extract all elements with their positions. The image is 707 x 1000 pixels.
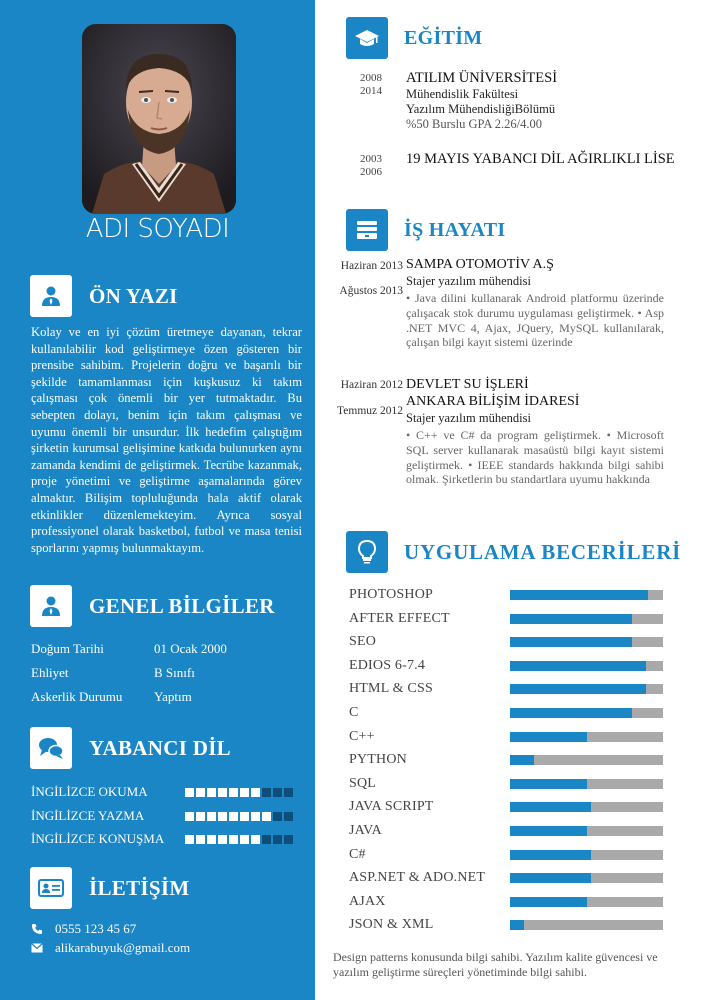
skill-row: [349, 774, 664, 794]
level-square: [240, 835, 249, 844]
contact-card-icon: [30, 867, 72, 909]
skill-bar-fill: [510, 590, 648, 600]
skill-bar-fill: [510, 755, 534, 765]
school-name: 19 MAYIS YABANCI DİL AĞIRLIKLI LİSE: [406, 151, 675, 167]
info-value: 01 Ocak 2000: [154, 641, 227, 656]
info-key: Ehliyet: [31, 665, 69, 680]
job-end-date: Temmuz 2012: [337, 405, 403, 417]
job-description: • Java dilini kullanarak Android platformu üzerinde çalışacak stok durumu uygulaması geliştirmek. • Asp .NET MVC 4, Ajax, JQuery, MySQL kullanılarak, çalışan bilgi kayıt sistemi üzerinde: [406, 291, 664, 350]
level-square: [196, 812, 205, 821]
skill-bar-fill: [510, 873, 591, 883]
language-level: [185, 812, 293, 821]
skill-bar: [510, 755, 663, 765]
job-start-date: Haziran 2013: [340, 260, 403, 272]
education-years: [356, 72, 386, 98]
company-name-line2: ANKARA BİLİŞİM İDARESİ: [406, 394, 580, 409]
skill-bar-fill: [510, 897, 587, 907]
skills-title: UYGULAMA BECERİLERİ: [404, 539, 682, 564]
skill-bar-fill: [510, 637, 632, 647]
level-square: [229, 835, 238, 844]
level-square: [262, 812, 271, 821]
year-end: 2006: [360, 166, 382, 178]
education-years: [356, 153, 386, 179]
skill-name: ASP.NET & ADO.NET: [349, 870, 486, 886]
level-square: [251, 788, 260, 797]
skill-row: [349, 609, 664, 629]
skill-name: C++: [349, 728, 375, 744]
skill-bar: [510, 708, 663, 718]
level-square: [218, 835, 227, 844]
skill-bar: [510, 637, 663, 647]
skill-name: PYTHON: [349, 752, 407, 768]
language-label: İNGİLİZCE YAZMA: [31, 808, 145, 823]
level-square: [284, 812, 293, 821]
skill-row: [349, 845, 664, 865]
person-icon: [30, 275, 72, 317]
skill-name: JAVA: [349, 823, 382, 838]
person-name: ADI SOYADI: [85, 214, 230, 244]
info-key: Askerlik Durumu: [31, 689, 123, 704]
year-start: 2003: [360, 153, 382, 165]
info-row: [31, 641, 227, 657]
skill-bar-fill: [510, 779, 587, 789]
intro-section-header: [30, 275, 178, 317]
person-icon: [30, 585, 72, 627]
info-key: Doğum Tarihi: [31, 641, 104, 656]
school-name: ATILIM ÜNİVERSİTESİ: [406, 70, 558, 86]
skill-row: [349, 727, 664, 747]
skill-bar-fill: [510, 708, 632, 718]
skill-name: AFTER EFFECT: [349, 610, 450, 626]
skills-section-header: [346, 531, 681, 573]
skill-bar-fill: [510, 850, 591, 860]
level-square: [207, 835, 216, 844]
skill-name: AJAX: [349, 893, 386, 909]
faculty: Mühendislik Fakültesi: [406, 87, 519, 101]
skill-row: [349, 821, 664, 841]
skill-name: HTML & CSS: [349, 681, 433, 697]
level-square: [262, 835, 271, 844]
skill-name: SQL: [349, 775, 377, 791]
skill-bar-fill: [510, 661, 646, 671]
level-square: [218, 812, 227, 821]
year-end: 2014: [360, 85, 382, 97]
info-row: [31, 665, 195, 681]
skill-name: JSON & XML: [349, 917, 434, 933]
info-value: Yaptım: [154, 689, 192, 704]
job-description: • C++ ve C# da program geliştirmek. • Microsoft SQL server kullanarak masaüstü bilgi kayıt sistemi geliştirmek. • IEEE standards hakkında bilgi sahibi olmak. Şirketlerin bu standartlara uyumu hakkında: [406, 428, 664, 487]
level-square: [185, 788, 194, 797]
skill-name: C#: [349, 846, 366, 862]
education-section-header: [346, 17, 482, 59]
envelope-icon: [31, 943, 55, 953]
job-item: [406, 256, 664, 365]
intro-text: Kolay ve en iyi çözüm üretmeye dayanan, tekrar kullanılabilir kod geliştirmeye özen gösteren bir prensibe sahibim. Projelerin doğru ve başarılı bir şekilde tamamlanması için kuşkusuz ki takım çalışması çok önemli bir yer tutmaktadır. Bu sebepten dolayı, benim için takım çalışması ve uyumu önemli bir unsurdur. İlk hedefim çalıştığım şirketin kurumsal gelişimine katkıda bulunurken aynı zamanda kendimi de geliştirmek. Tecrübe kazanmak, proje yönetimi ve geliştirme aşamalarında görev almaktır. Bilişim topluluğunda hala aktif olarak etkinlikler düzenlemekteyim. Ayrıca sosyal professiyonel olarak basketbol, futbol ve masa tenisi sporlarını yapmış bulunmaktayım.: [31, 325, 302, 555]
skill-row: [349, 750, 664, 770]
briefcase-stack-icon: [346, 209, 388, 251]
skill-bar: [510, 732, 663, 742]
level-square: [273, 835, 282, 844]
skill-name: JAVA SCRIPT: [349, 799, 434, 815]
level-square: [273, 788, 282, 797]
skill-bar: [510, 661, 663, 671]
phone-icon: [31, 923, 55, 935]
lightbulb-icon: [346, 531, 388, 573]
language-label: İNGİLİZCE KONUŞMA: [31, 831, 165, 846]
skill-row: [349, 632, 664, 652]
languages-section-header: [30, 727, 231, 769]
level-square: [207, 812, 216, 821]
skill-bar-fill: [510, 826, 587, 836]
level-square: [284, 835, 293, 844]
skill-row: [349, 868, 664, 888]
skill-name: SEO: [349, 634, 377, 650]
skill-bar: [510, 897, 663, 907]
skill-bar-fill: [510, 684, 646, 694]
skill-bar: [510, 590, 663, 600]
job-role: Stajer yazılım mühendisi: [406, 411, 531, 425]
info-value: B Sınıfı: [154, 665, 195, 680]
contact-phone[interactable]: [31, 921, 136, 937]
level-square: [251, 812, 260, 821]
company-name: SAMPA OTOMOTİV A.Ş: [406, 257, 554, 272]
job-role: Stajer yazılım mühendisi: [406, 274, 531, 288]
skill-bar: [510, 614, 663, 624]
skills-note: Design patterns konusunda bilgi sahibi. Yazılım kalite güvencesi ve yazılım geliştirme süreçleri yönetiminde bilgi sahibi.: [333, 950, 658, 979]
skill-bar: [510, 826, 663, 836]
level-square: [240, 788, 249, 797]
email-address: alikarabuyuk@gmail.com: [55, 940, 191, 955]
level-square: [262, 788, 271, 797]
skill-bar-fill: [510, 802, 591, 812]
skill-name: C: [349, 705, 359, 720]
level-square: [185, 812, 194, 821]
skill-row: [349, 703, 664, 723]
profile-photo: [82, 24, 236, 214]
phone-number: 0555 123 45 67: [55, 921, 137, 936]
skill-bar: [510, 684, 663, 694]
language-level: [185, 788, 293, 797]
skill-bar-fill: [510, 614, 632, 624]
graduation-cap-icon: [346, 17, 388, 59]
level-square: [196, 788, 205, 797]
left-sidebar: [0, 0, 315, 1000]
level-square: [229, 788, 238, 797]
skill-row: [349, 585, 664, 605]
job-start-date: Haziran 2012: [340, 379, 403, 391]
skill-row: [349, 915, 664, 935]
level-square: [229, 812, 238, 821]
work-title: İŞ HAYATI: [404, 218, 506, 241]
level-square: [284, 788, 293, 797]
contact-section-header: [30, 867, 189, 909]
language-row: [31, 808, 311, 824]
skill-row: [349, 797, 664, 817]
contact-email[interactable]: [31, 940, 190, 956]
language-row: [31, 784, 311, 800]
language-label: İNGİLİZCE OKUMA: [31, 784, 148, 799]
skill-bar: [510, 873, 663, 883]
skill-row: [349, 892, 664, 912]
level-square: [251, 835, 260, 844]
level-square: [218, 788, 227, 797]
level-square: [196, 835, 205, 844]
level-square: [185, 835, 194, 844]
gpa: %50 Burslu GPA 2.26/4.00: [406, 117, 543, 131]
company-name: DEVLET SU İŞLERİ: [406, 377, 529, 392]
level-square: [240, 812, 249, 821]
general-title: GENEL BİLGİLER: [89, 593, 275, 618]
year-start: 2008: [360, 72, 382, 84]
intro-title: ÖN YAZI: [89, 283, 178, 308]
info-row: [31, 689, 192, 705]
skill-bar: [510, 802, 663, 812]
skill-row: [349, 656, 664, 676]
job-item: [406, 376, 664, 502]
language-row: [31, 831, 311, 847]
skill-bar: [510, 850, 663, 860]
skill-bar: [510, 779, 663, 789]
chat-bubbles-icon: [30, 727, 72, 769]
education-item: [406, 70, 698, 132]
skill-name: PHOTOSHOP: [349, 587, 434, 602]
language-level: [185, 835, 293, 844]
education-title: EĞİTİM: [404, 26, 483, 49]
contact-title: İLETİŞİM: [89, 875, 190, 900]
job-end-date: Ağustos 2013: [339, 285, 403, 297]
skill-bar: [510, 920, 663, 930]
skill-bar-fill: [510, 732, 587, 742]
level-square: [207, 788, 216, 797]
skill-name: EDIOS 6-7.4: [349, 657, 426, 673]
skill-bar-fill: [510, 920, 524, 930]
skill-row: [349, 679, 664, 699]
education-item: [406, 151, 698, 168]
department: Yazılım MühendisliğiBölümü: [406, 102, 556, 116]
general-section-header: [30, 585, 275, 627]
languages-title: YABANCI DİL: [89, 735, 231, 760]
level-square: [273, 812, 282, 821]
work-section-header: [346, 209, 505, 251]
